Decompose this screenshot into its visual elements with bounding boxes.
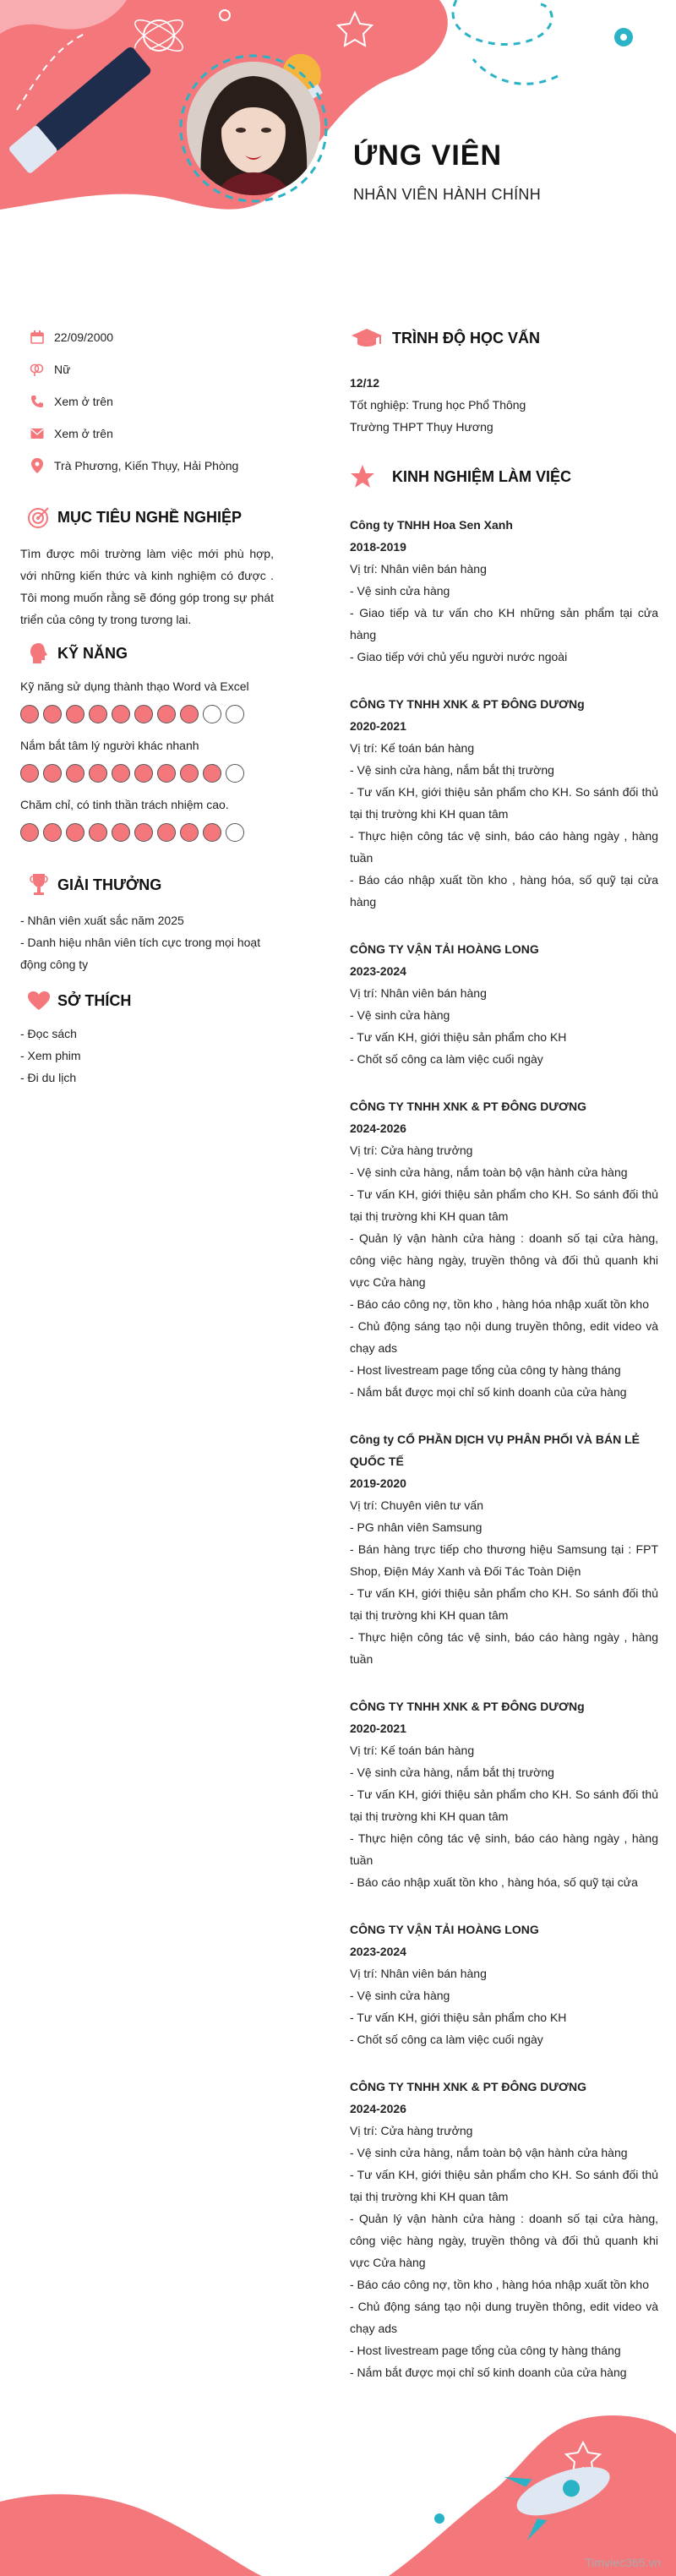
rating-dot-filled	[89, 705, 107, 723]
job-company: CÔNG TY TNHH XNK & PT ĐÔNG DƯƠNg	[350, 697, 585, 711]
job-detail: Vị trí: Nhân viên bán hàng	[350, 986, 487, 1000]
birthday-value: 22/09/2000	[54, 330, 114, 344]
head-icon	[20, 642, 57, 664]
rating-dot-filled	[134, 764, 153, 783]
rating-dot-filled	[89, 764, 107, 783]
rating-dot-filled	[134, 823, 153, 842]
job-detail: - Báo cáo công nợ, tồn kho , hàng hóa nhập xuất tồn kho	[350, 2278, 649, 2291]
contact-birthday	[20, 321, 274, 353]
job-detail: Vị trí: Cửa hàng trưởng	[350, 2124, 473, 2137]
objective-title-text: MỤC TIÊU NGHỀ NGHIỆP	[57, 508, 243, 526]
job-detail: - Báo cáo nhập xuất tồn kho , hàng hóa, số quỹ tại cửa hàng	[350, 873, 658, 909]
education-section	[350, 321, 658, 438]
job-detail: - Quản lý vận hành cửa hàng : doanh số tại cửa hàng, công việc hàng ngày, truyền thông và đối thủ quanh khi vực Cửa hàng	[350, 2212, 658, 2269]
job-detail: - Host livestream page tổng của công ty hàng tháng	[350, 2344, 621, 2357]
contact-address	[20, 450, 274, 482]
job-detail: Vị trí: Kế toán bán hàng	[350, 741, 475, 755]
job-detail: Vị trí: Kế toán bán hàng	[350, 1744, 475, 1757]
skill-label: Chăm chỉ, có tinh thần trách nhiệm cao.	[20, 798, 229, 811]
skills-section	[20, 642, 274, 842]
job-detail: - Chốt số công ca làm việc cuối ngày	[350, 1052, 543, 1066]
awards-title	[20, 872, 274, 898]
job-detail: - Chủ động sáng tạo nội dung truyền thông, edit video và chạy ads	[350, 2300, 658, 2335]
rating-dot-filled	[66, 823, 84, 842]
skill-rating	[20, 705, 274, 723]
rating-dot-filled	[20, 764, 39, 783]
rating-dot-filled	[112, 823, 130, 842]
gender-value: Nữ	[54, 363, 71, 376]
rating-dot-filled	[112, 764, 130, 783]
job-company: CÔNG TY TNHH XNK & PT ĐÔNG DƯƠNg	[350, 1700, 585, 1713]
job-entry	[350, 1695, 658, 1893]
rating-dot-filled	[66, 764, 84, 783]
hobby-item: - Đi du lịch	[20, 1071, 77, 1084]
watermark: Timviec365.vn	[585, 2556, 661, 2569]
job-detail: - Tư vấn KH, giới thiệu sản phẩm cho KH	[350, 2011, 567, 2024]
phone-icon	[20, 395, 54, 408]
experience-title	[350, 460, 658, 494]
job-period: 2024-2026	[350, 1122, 406, 1135]
education-title-text: TRÌNH ĐỘ HỌC VẤN	[392, 329, 540, 347]
job-detail: - Host livestream page tổng của công ty hàng tháng	[350, 1363, 621, 1377]
job-company: CÔNG TY VẬN TẢI HOÀNG LONG	[350, 1923, 539, 1936]
job-period: 2020-2021	[350, 719, 406, 733]
job-detail: - Giao tiếp và tư vấn cho KH những sản phẩm tại cửa hàng	[350, 606, 658, 641]
footer-decoration	[0, 2392, 676, 2576]
email-icon	[20, 428, 54, 439]
award-item: - Danh hiệu nhân viên tích cực trong mọi hoạt động công ty	[20, 936, 261, 971]
skills-title-text: KỸ NĂNG	[57, 644, 128, 662]
job-detail: Vị trí: Cửa hàng trưởng	[350, 1143, 473, 1157]
skills-list	[20, 679, 274, 842]
job-detail: - Vệ sinh cửa hàng, nắm toàn bộ vận hành cửa hàng	[350, 2146, 628, 2159]
job-company: CÔNG TY VẬN TẢI HOÀNG LONG	[350, 942, 539, 956]
job-company: Công ty TNHH Hoa Sen Xanh	[350, 518, 513, 532]
rating-dot-empty	[226, 705, 244, 723]
address-value: Trà Phương, Kiến Thụy, Hải Phòng	[54, 459, 239, 472]
job-entry	[350, 1095, 658, 1403]
star-icon	[350, 464, 392, 489]
job-company: Công ty CỔ PHẦN DỊCH VỤ PHÂN PHỐI VÀ BÁN LẺ QUỐC TẾ	[350, 1433, 641, 1468]
job-detail: - Chủ động sáng tạo nội dung truyền thông, edit video và chạy ads	[350, 1319, 658, 1355]
objective-section	[20, 505, 274, 630]
job-entry	[350, 2076, 658, 2383]
skills-title	[20, 642, 274, 664]
trophy-icon	[20, 872, 57, 898]
skill-rating	[20, 764, 274, 783]
hobby-item: - Xem phim	[20, 1049, 81, 1062]
hobbies-title	[20, 991, 274, 1011]
rating-dot-filled	[134, 705, 153, 723]
education-title	[350, 321, 658, 355]
contact-list	[20, 321, 274, 482]
hobbies-list	[20, 1023, 274, 1089]
rating-dot-filled	[203, 823, 221, 842]
skill-label: Nắm bắt tâm lý người khác nhanh	[20, 739, 199, 752]
job-company: CÔNG TY TNHH XNK & PT ĐÔNG DƯƠNG	[350, 2080, 586, 2093]
heart-icon	[20, 991, 57, 1011]
rating-dot-empty	[226, 823, 244, 842]
rating-dot-filled	[180, 823, 199, 842]
job-detail: - Bán hàng trực tiếp cho thương hiệu Samsung tại : FPT Shop, Điện Máy Xanh và Đối Tác Toàn Diện	[350, 1542, 658, 1578]
objective-title	[20, 505, 274, 529]
job-detail: - Vệ sinh cửa hàng	[350, 1008, 450, 1022]
graduation-cap-icon	[350, 327, 392, 349]
left-column	[20, 321, 274, 1089]
job-period: 2018-2019	[350, 540, 406, 554]
target-icon	[20, 505, 57, 529]
job-detail: - Quản lý vận hành cửa hàng : doanh số tại cửa hàng, công việc hàng ngày, truyền thông và đối thủ quanh khi vực Cửa hàng	[350, 1231, 658, 1289]
rating-dot-filled	[203, 764, 221, 783]
job-detail: - Giao tiếp với chủ yếu người nước ngoài	[350, 650, 568, 663]
phone-value: Xem ở trên	[54, 395, 113, 408]
job-entry	[350, 514, 658, 668]
job-detail: - Tư vấn KH, giới thiệu sản phẩm cho KH. So sánh đối thủ tại thị trường khi KH quan tâm	[350, 2168, 658, 2203]
job-detail: - Vệ sinh cửa hàng	[350, 584, 450, 598]
rating-dot-filled	[180, 764, 199, 783]
rating-dot-filled	[112, 705, 130, 723]
rating-dot-filled	[43, 823, 62, 842]
job-detail: - Nắm bắt được mọi chỉ số kinh doanh của cửa hàng	[350, 1385, 627, 1399]
rating-dot-filled	[20, 705, 39, 723]
job-period: 2020-2021	[350, 1722, 406, 1735]
education-content	[350, 372, 658, 438]
job-detail: - Tư vấn KH, giới thiệu sản phẩm cho KH. So sánh đối thủ tại thị trường khi KH quan tâm	[350, 1787, 658, 1823]
objective-text: Tìm được môi trường làm việc mới phù hợp, với những kiến thức và kinh nghiệm có được . Tôi mong muốn rằng sẽ đóng góp trong sự phát triển của công ty trong tương lai.	[20, 547, 274, 626]
job-detail: - Thực hiện công tác vệ sinh, báo cáo hàng ngày , hàng tuần	[350, 829, 658, 865]
rating-dot-filled	[180, 705, 199, 723]
location-icon	[20, 458, 54, 473]
job-detail: - Vệ sinh cửa hàng, nắm toàn bộ vận hành cửa hàng	[350, 1165, 628, 1179]
job-detail: Vị trí: Nhân viên bán hàng	[350, 562, 487, 576]
hobby-item: - Đọc sách	[20, 1027, 77, 1040]
contact-email	[20, 418, 274, 450]
contact-phone	[20, 385, 274, 418]
job-detail: - Vệ sinh cửa hàng	[350, 1989, 450, 2002]
job-entry	[350, 693, 658, 913]
rating-dot-filled	[157, 823, 176, 842]
award-item: - Nhân viên xuất sắc năm 2025	[20, 914, 184, 927]
rating-dot-filled	[157, 705, 176, 723]
contact-gender	[20, 353, 274, 385]
job-detail: - Thực hiện công tác vệ sinh, báo cáo hàng ngày , hàng tuần	[350, 1630, 658, 1666]
header-decoration	[0, 0, 676, 321]
rating-dot-empty	[226, 764, 244, 783]
job-period: 2023-2024	[350, 1945, 406, 1958]
awards-section	[20, 872, 274, 975]
job-detail: - Báo cáo nhập xuất tồn kho , hàng hóa, số quỹ tại cửa	[350, 1875, 638, 1889]
job-entry	[350, 938, 658, 1070]
job-detail: - PG nhân viên Samsung	[350, 1520, 482, 1534]
job-entry	[350, 1918, 658, 2050]
hobbies-title-text: SỞ THÍCH	[57, 991, 132, 1009]
name-block	[353, 139, 541, 204]
rating-dot-filled	[89, 823, 107, 842]
jobs-list	[350, 514, 658, 2383]
job-detail: - Vệ sinh cửa hàng, nắm bắt thị trường	[350, 763, 554, 777]
job-detail: - Tư vấn KH, giới thiệu sản phẩm cho KH. So sánh đối thủ tại thị trường khi KH quan tâm	[350, 785, 658, 821]
job-period: 2024-2026	[350, 2102, 406, 2115]
job-period: 2019-2020	[350, 1476, 406, 1490]
job-period: 2023-2024	[350, 964, 406, 978]
job-detail: - Nắm bắt được mọi chỉ số kinh doanh của cửa hàng	[350, 2366, 627, 2379]
job-detail: - Tư vấn KH, giới thiệu sản phẩm cho KH. So sánh đối thủ tại thị trường khi KH quan tâm	[350, 1586, 658, 1622]
awards-list	[20, 909, 274, 975]
candidate-name: ỨNG VIÊN	[353, 139, 503, 172]
email-value: Xem ở trên	[54, 427, 113, 440]
right-column	[350, 321, 658, 2383]
education-degree: Tốt nghiệp: Trung học Phổ Thông	[350, 398, 526, 412]
job-company: CÔNG TY TNHH XNK & PT ĐÔNG DƯƠNG	[350, 1100, 586, 1113]
education-school: Trường THPT Thụy Hương	[350, 420, 493, 434]
rating-dot-filled	[20, 823, 39, 842]
job-detail: - Tư vấn KH, giới thiệu sản phẩm cho KH. So sánh đối thủ tại thị trường khi KH quan tâm	[350, 1187, 658, 1223]
job-entry	[350, 1428, 658, 1670]
calendar-icon	[20, 330, 54, 344]
skill-rating	[20, 823, 274, 842]
awards-title-text: GIẢI THƯỞNG	[57, 876, 162, 893]
job-detail: - Chốt số công ca làm việc cuối ngày	[350, 2033, 543, 2046]
job-detail: - Báo cáo công nợ, tồn kho , hàng hóa nhập xuất tồn kho	[350, 1297, 649, 1311]
candidate-position: NHÂN VIÊN HÀNH CHÍNH	[353, 186, 542, 203]
job-detail: - Vệ sinh cửa hàng, nắm bắt thị trường	[350, 1766, 554, 1779]
job-detail: Vị trí: Nhân viên bán hàng	[350, 1967, 487, 1980]
rating-dot-filled	[157, 764, 176, 783]
avatar	[177, 52, 330, 205]
experience-section	[350, 460, 658, 2383]
rating-dot-empty	[203, 705, 221, 723]
education-year: 12/12	[350, 376, 380, 390]
gender-icon	[20, 363, 54, 376]
rating-dot-filled	[43, 764, 62, 783]
hobbies-section	[20, 991, 274, 1089]
rating-dot-filled	[43, 705, 62, 723]
skill-label: Kỹ năng sử dụng thành thạo Word và Excel	[20, 679, 249, 693]
rating-dot-filled	[66, 705, 84, 723]
job-detail: - Tư vấn KH, giới thiệu sản phẩm cho KH	[350, 1030, 567, 1044]
job-detail: Vị trí: Chuyên viên tư vấn	[350, 1498, 483, 1512]
experience-title-text: KINH NGHIỆM LÀM VIỆC	[392, 467, 572, 485]
job-detail: - Thực hiện công tác vệ sinh, báo cáo hàng ngày , hàng tuần	[350, 1831, 658, 1867]
